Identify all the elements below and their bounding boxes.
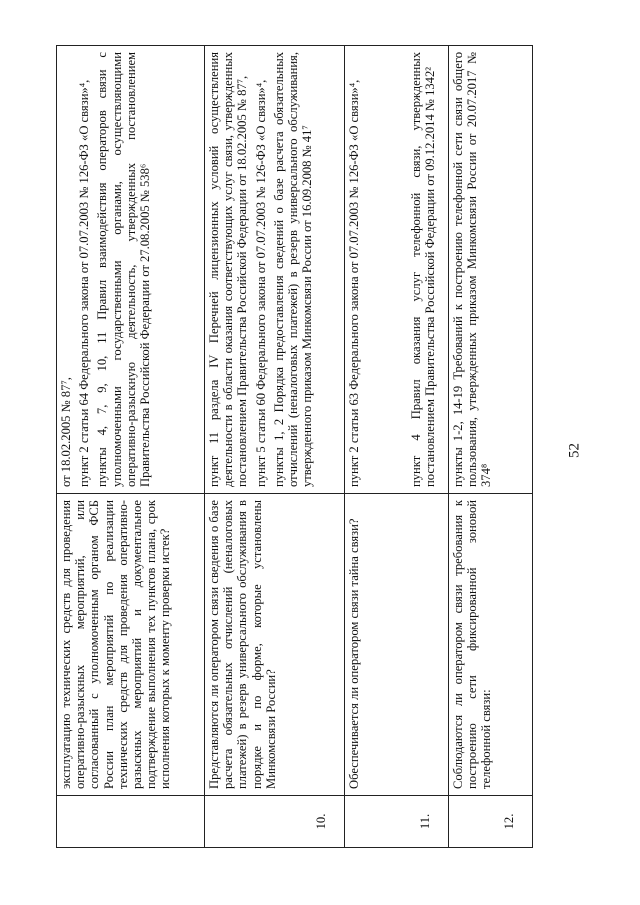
question-cell: Представляются ли оператором связи сведения о базе расчета обязательных отчислений (неналоговых платежей) в резерв универсального обслуживания в порядке и по форме, которые установлены Минкомсвязи России? [205,494,345,796]
question-cell: эксплуатацию технических средств для проведения оперативно-разыскных мероприятий, или согласованный с уполномоченным органом ФСБ России план мероприятий по реализации технических средств для проведения оперативно-разыскных мероприятий и документальное подтверждение выполнения тех пунктов плана, срок исполнения которых к моменту проверки истек? [57,494,205,796]
row-number: 11. [345,796,449,848]
table-row [449,46,533,848]
row-number: 10. [205,796,345,848]
reference-text: пункт 2 статьи 64 Федерального закона от 07.07.2003 № 126-ФЗ «О связи»⁴, [77,79,92,487]
reference-text: пункт 2 статьи 63 Федерального закона от 07.07.2003 № 126-ФЗ «О связи»⁴, [347,79,361,487]
reference-text: пункт 11 раздела IV Перечней лицензионных условий осуществления деятельности в области оказания соответствующих услуг связи, утвержденных постановлением Правительства Российской Федерации от 18.02.2005 № 87⁷, [207,52,250,487]
row-number [57,796,205,848]
reference-text: пункты 1-2, 14-19 Требований к построению телефонной сети связи общего пользования, утвержденных приказом Минкомсвязи России от 20.07.2017 № 374⁸ [451,52,494,487]
reference-text: пункты 1, 2 Порядка предоставления сведений о базе расчета обязательных отчислений (неналоговых платежей) в резерв универсального обслуживания, утвержденного приказом Минкомсвязи России от 16.09.2008 № 41⁷ [271,52,315,487]
table-row [345,46,449,848]
question-cell: Соблюдаются ли оператором связи требования к построению сети фиксированной зоновой телефонной связи: [449,494,533,796]
reference-text: пункты 4, 7, 9, 10, 11 Правил взаимодействия операторов связи с уполномоченными государственными органами, осуществляющими оперативно-разыскную деятельность, утвержденных постановлением Правительства Российской Федерации от 27.08.2005 № 538⁶ [95,52,153,487]
references-cell [345,46,449,494]
table-row [57,46,205,848]
reference-text: от 18.02.2005 № 87⁷, [59,377,73,487]
references-cell [57,46,205,494]
rotated-page [56,46,532,848]
page-number: 52 [566,443,583,458]
references-cell [449,46,533,494]
reference-text: пункт 5 статьи 60 Федерального закона от 07.07.2003 № 126-ФЗ «О связи»⁴, [253,79,268,487]
checklist-table [56,45,533,848]
references-cell [205,46,345,494]
row-number: 12. [449,796,533,848]
reference-spacer [365,52,409,487]
reference-text: пункт 4 Правил оказания услуг телефонной связи, утвержденных постановлением Правительства Российской Федерации от 09.12.2014 № 1342² [409,52,438,487]
question-cell: Обеспечивается ли оператором связи тайна связи? [345,494,449,796]
table-row [205,46,345,848]
